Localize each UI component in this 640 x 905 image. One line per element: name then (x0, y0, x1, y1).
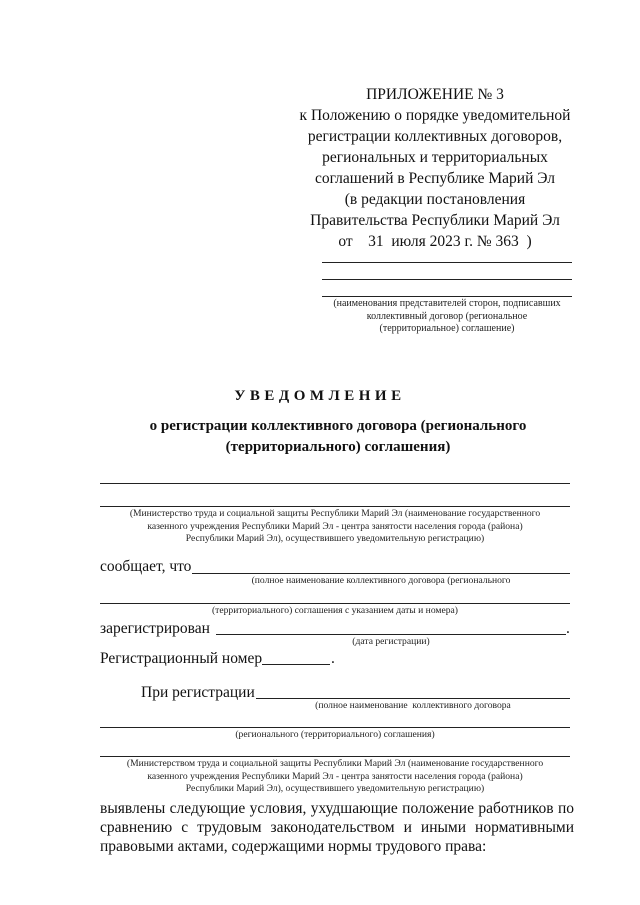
reports-caption-2: (территориального) соглашения с указанием даты и номера) (211, 605, 459, 616)
appendix-title: ПРИЛОЖЕНИЕ № 3 (366, 86, 504, 103)
ministry-caption-2: (Министерством труда и социальной защиты Республики Марий Эл (наименование государственного казенного учреждения Республики Марий Эл - центра занятости населения города (района) Республики Марий Эл), осуществившего уведомительную регистрацию) (126, 758, 544, 794)
appendix-line: (в редакции постановления (344, 191, 526, 208)
reg-number-line[interactable] (262, 664, 330, 665)
reports-caption: (полное наименование коллективного договора (регионального (251, 575, 511, 586)
appendix-line: регистрации коллективных договоров, (307, 128, 563, 145)
ministry-caption-1: (Министерство труда и социальной защиты Республики Марий Эл (наименование государственного казенного учреждения Республики Марий Эл - центра занятости населения города (района) Республики Марий Эл), осуществившего уведомительную регистрацию) (129, 508, 541, 544)
on-registration-line[interactable] (256, 698, 570, 699)
ministry-line-1[interactable] (100, 483, 570, 484)
addressee-caption: (наименования представителей сторон, подписавших коллективный договор (региональное (территориальное) соглашение) (333, 298, 561, 334)
registered-label: зарегистрирован (100, 620, 210, 637)
appendix-line: соглашений в Республике Марий Эл (314, 170, 556, 187)
on-registration-caption-2: (регионального (территориального) соглашения) (235, 729, 435, 740)
reg-number-label: Регистрационный номер (100, 650, 263, 667)
addressee-line-3[interactable] (322, 296, 572, 297)
on-registration-caption: (полное наименование коллективного договора (315, 700, 511, 711)
reg-number-period: . (331, 650, 335, 667)
document-subtitle: о регистрации коллективного договора (регионального (территориального) соглашения) (149, 418, 527, 455)
appendix-line: региональных и территориальных (322, 149, 548, 166)
on-registration-label: При регистрации (141, 684, 255, 701)
registration-date-caption: (дата регистрации) (352, 636, 430, 647)
appendix-line: Правительства Республики Марий Эл (310, 212, 560, 229)
reports-line[interactable] (192, 573, 570, 574)
registered-period: . (566, 620, 570, 637)
appendix-date-line: от 31 июля 2023 г. № 363 ) (338, 233, 532, 250)
addressee-line-1[interactable] (322, 262, 572, 263)
ministry-line-3[interactable] (100, 756, 570, 757)
document-title: УВЕДОМЛЕНИЕ (234, 388, 406, 404)
conditions-paragraph: выявлены следующие условия, ухудшающие положение работников по сравнению с трудовым законодательством и иными нормативными правовыми актами, содержащими нормы трудового права: (100, 800, 574, 855)
reports-line-2[interactable] (100, 603, 570, 604)
appendix-line: к Положению о порядке уведомительной (299, 107, 571, 124)
ministry-line-2[interactable] (100, 506, 570, 507)
registration-date-line[interactable] (216, 634, 566, 635)
addressee-line-2[interactable] (322, 279, 572, 280)
reports-label: сообщает, что (100, 558, 192, 575)
on-registration-line-2[interactable] (100, 727, 570, 728)
appendix-header (290, 84, 580, 252)
